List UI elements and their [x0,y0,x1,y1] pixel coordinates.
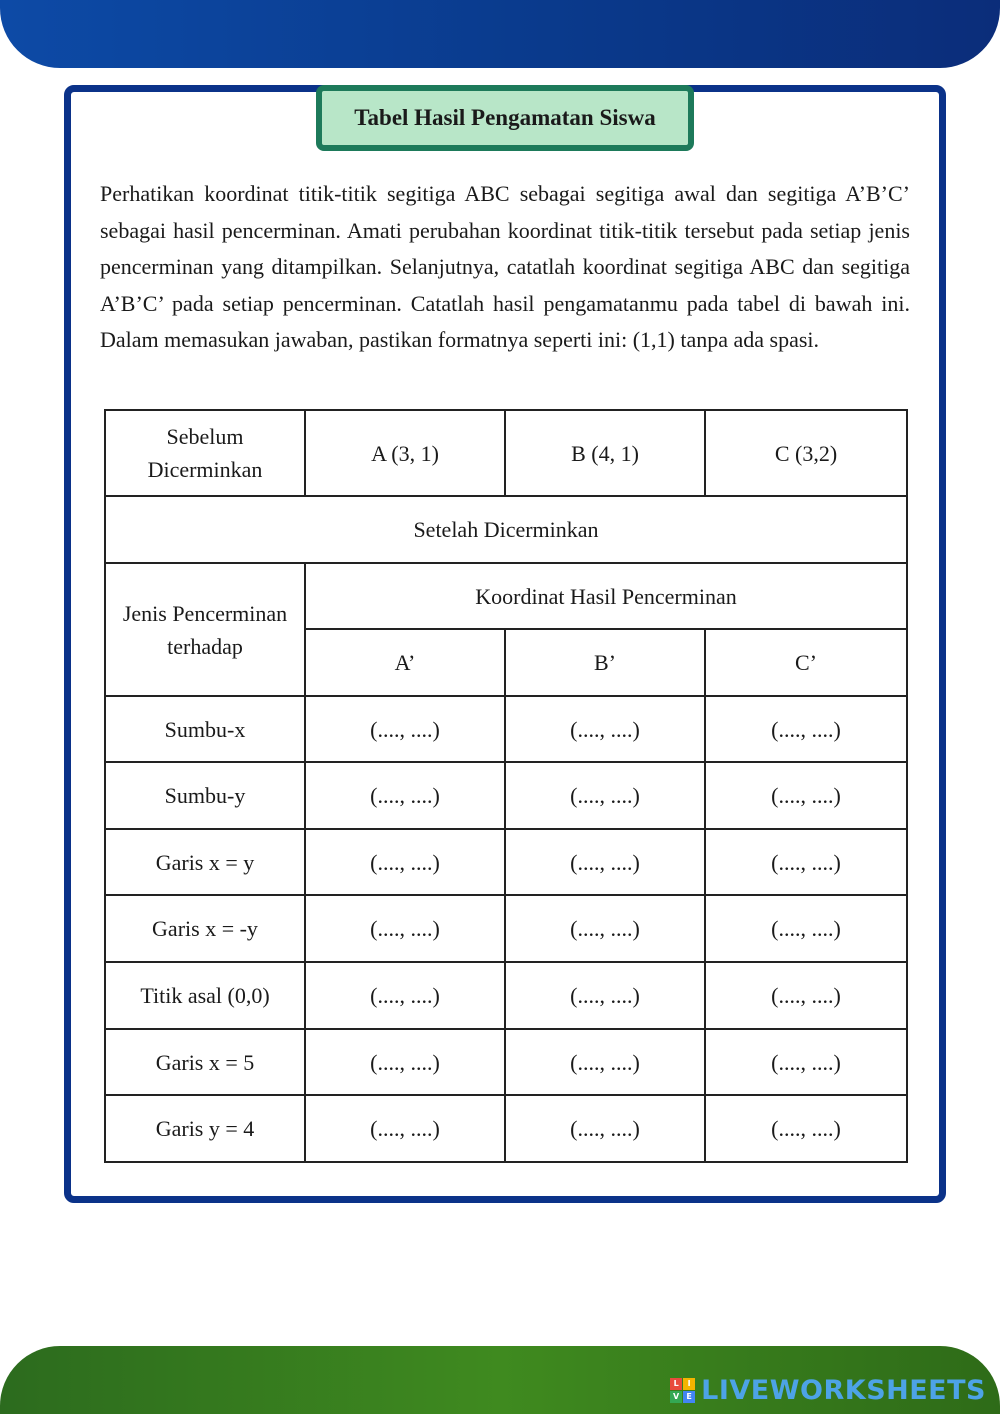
answer-b-field[interactable]: (...., ....) [505,696,705,762]
col-a-header: A’ [305,629,505,696]
liveworksheets-mark-icon: L I V E [670,1378,695,1403]
answer-b-field[interactable]: (...., ....) [505,1095,705,1162]
answer-a-field[interactable]: (...., ....) [305,762,505,829]
answer-b-field[interactable]: (...., ....) [505,1029,705,1095]
top-banner [0,0,1000,68]
answer-a-field[interactable]: (...., ....) [305,1029,505,1095]
answer-a-field[interactable]: (...., ....) [305,696,505,762]
table-row [105,895,907,962]
answer-a-field[interactable]: (...., ....) [305,895,505,962]
after-row [105,496,907,563]
page-title: Tabel Hasil Pengamatan Siswa [354,105,656,130]
table-row [105,1095,907,1162]
table-row [105,829,907,895]
row-type: Sumbu-y [105,762,305,829]
liveworksheets-logo [670,1373,986,1407]
observation-table [104,409,908,1163]
row-type: Garis x = -y [105,895,305,962]
row-type: Garis y = 4 [105,1095,305,1162]
col-c-header: C’ [705,629,907,696]
answer-c-field[interactable]: (...., ....) [705,1029,907,1095]
row-type: Titik asal (0,0) [105,962,305,1029]
table-row [105,696,907,762]
answer-b-field[interactable]: (...., ....) [505,895,705,962]
answer-c-field[interactable]: (...., ....) [705,762,907,829]
answer-a-field[interactable]: (...., ....) [305,1095,505,1162]
answer-c-field[interactable]: (...., ....) [705,829,907,895]
answer-c-field[interactable]: (...., ....) [705,696,907,762]
row-type: Sumbu-x [105,696,305,762]
before-label: Sebelum Dicerminkan [105,410,305,496]
header-row-1 [105,563,907,629]
answer-b-field[interactable]: (...., ....) [505,962,705,1029]
point-b-cell: B (4, 1) [505,410,705,496]
result-label: Koordinat Hasil Pencerminan [305,563,907,629]
answer-c-field[interactable]: (...., ....) [705,1095,907,1162]
answer-b-field[interactable]: (...., ....) [505,762,705,829]
answer-c-field[interactable]: (...., ....) [705,895,907,962]
answer-b-field[interactable]: (...., ....) [505,829,705,895]
after-label: Setelah Dicerminkan [105,496,907,563]
answer-c-field[interactable]: (...., ....) [705,962,907,1029]
logo-text: LIVEWORKSHEETS [701,1374,986,1406]
point-a-cell: A (3, 1) [305,410,505,496]
answer-a-field[interactable]: (...., ....) [305,962,505,1029]
point-c-cell: C (3,2) [705,410,907,496]
col-b-header: B’ [505,629,705,696]
answer-a-field[interactable]: (...., ....) [305,829,505,895]
row-type: Garis x = 5 [105,1029,305,1095]
title-box [316,85,694,151]
before-row [105,410,907,496]
table-row [105,962,907,1029]
type-label: Jenis Pencerminan terhadap [105,563,305,696]
row-type: Garis x = y [105,829,305,895]
table-row [105,762,907,829]
instructions-text: Perhatikan koordinat titik-titik segitiga ABC sebagai segitiga awal dan segitiga A’B’C’ sebagai hasil pencerminan. Amati perubahan koordinat titik-titik tersebut pada setiap jenis pencerminan yang ditampilkan. Selanjutnya, catatlah koordinat segitiga ABC dan segitiga A’B’C’ pada setiap pencerminan. Catatlah hasil pengamatanmu pada tabel di bawah ini. Dalam memasukan jawaban, pastikan formatnya seperti ini: (1,1) tanpa ada spasi. [100,181,910,353]
table-row [105,1029,907,1095]
